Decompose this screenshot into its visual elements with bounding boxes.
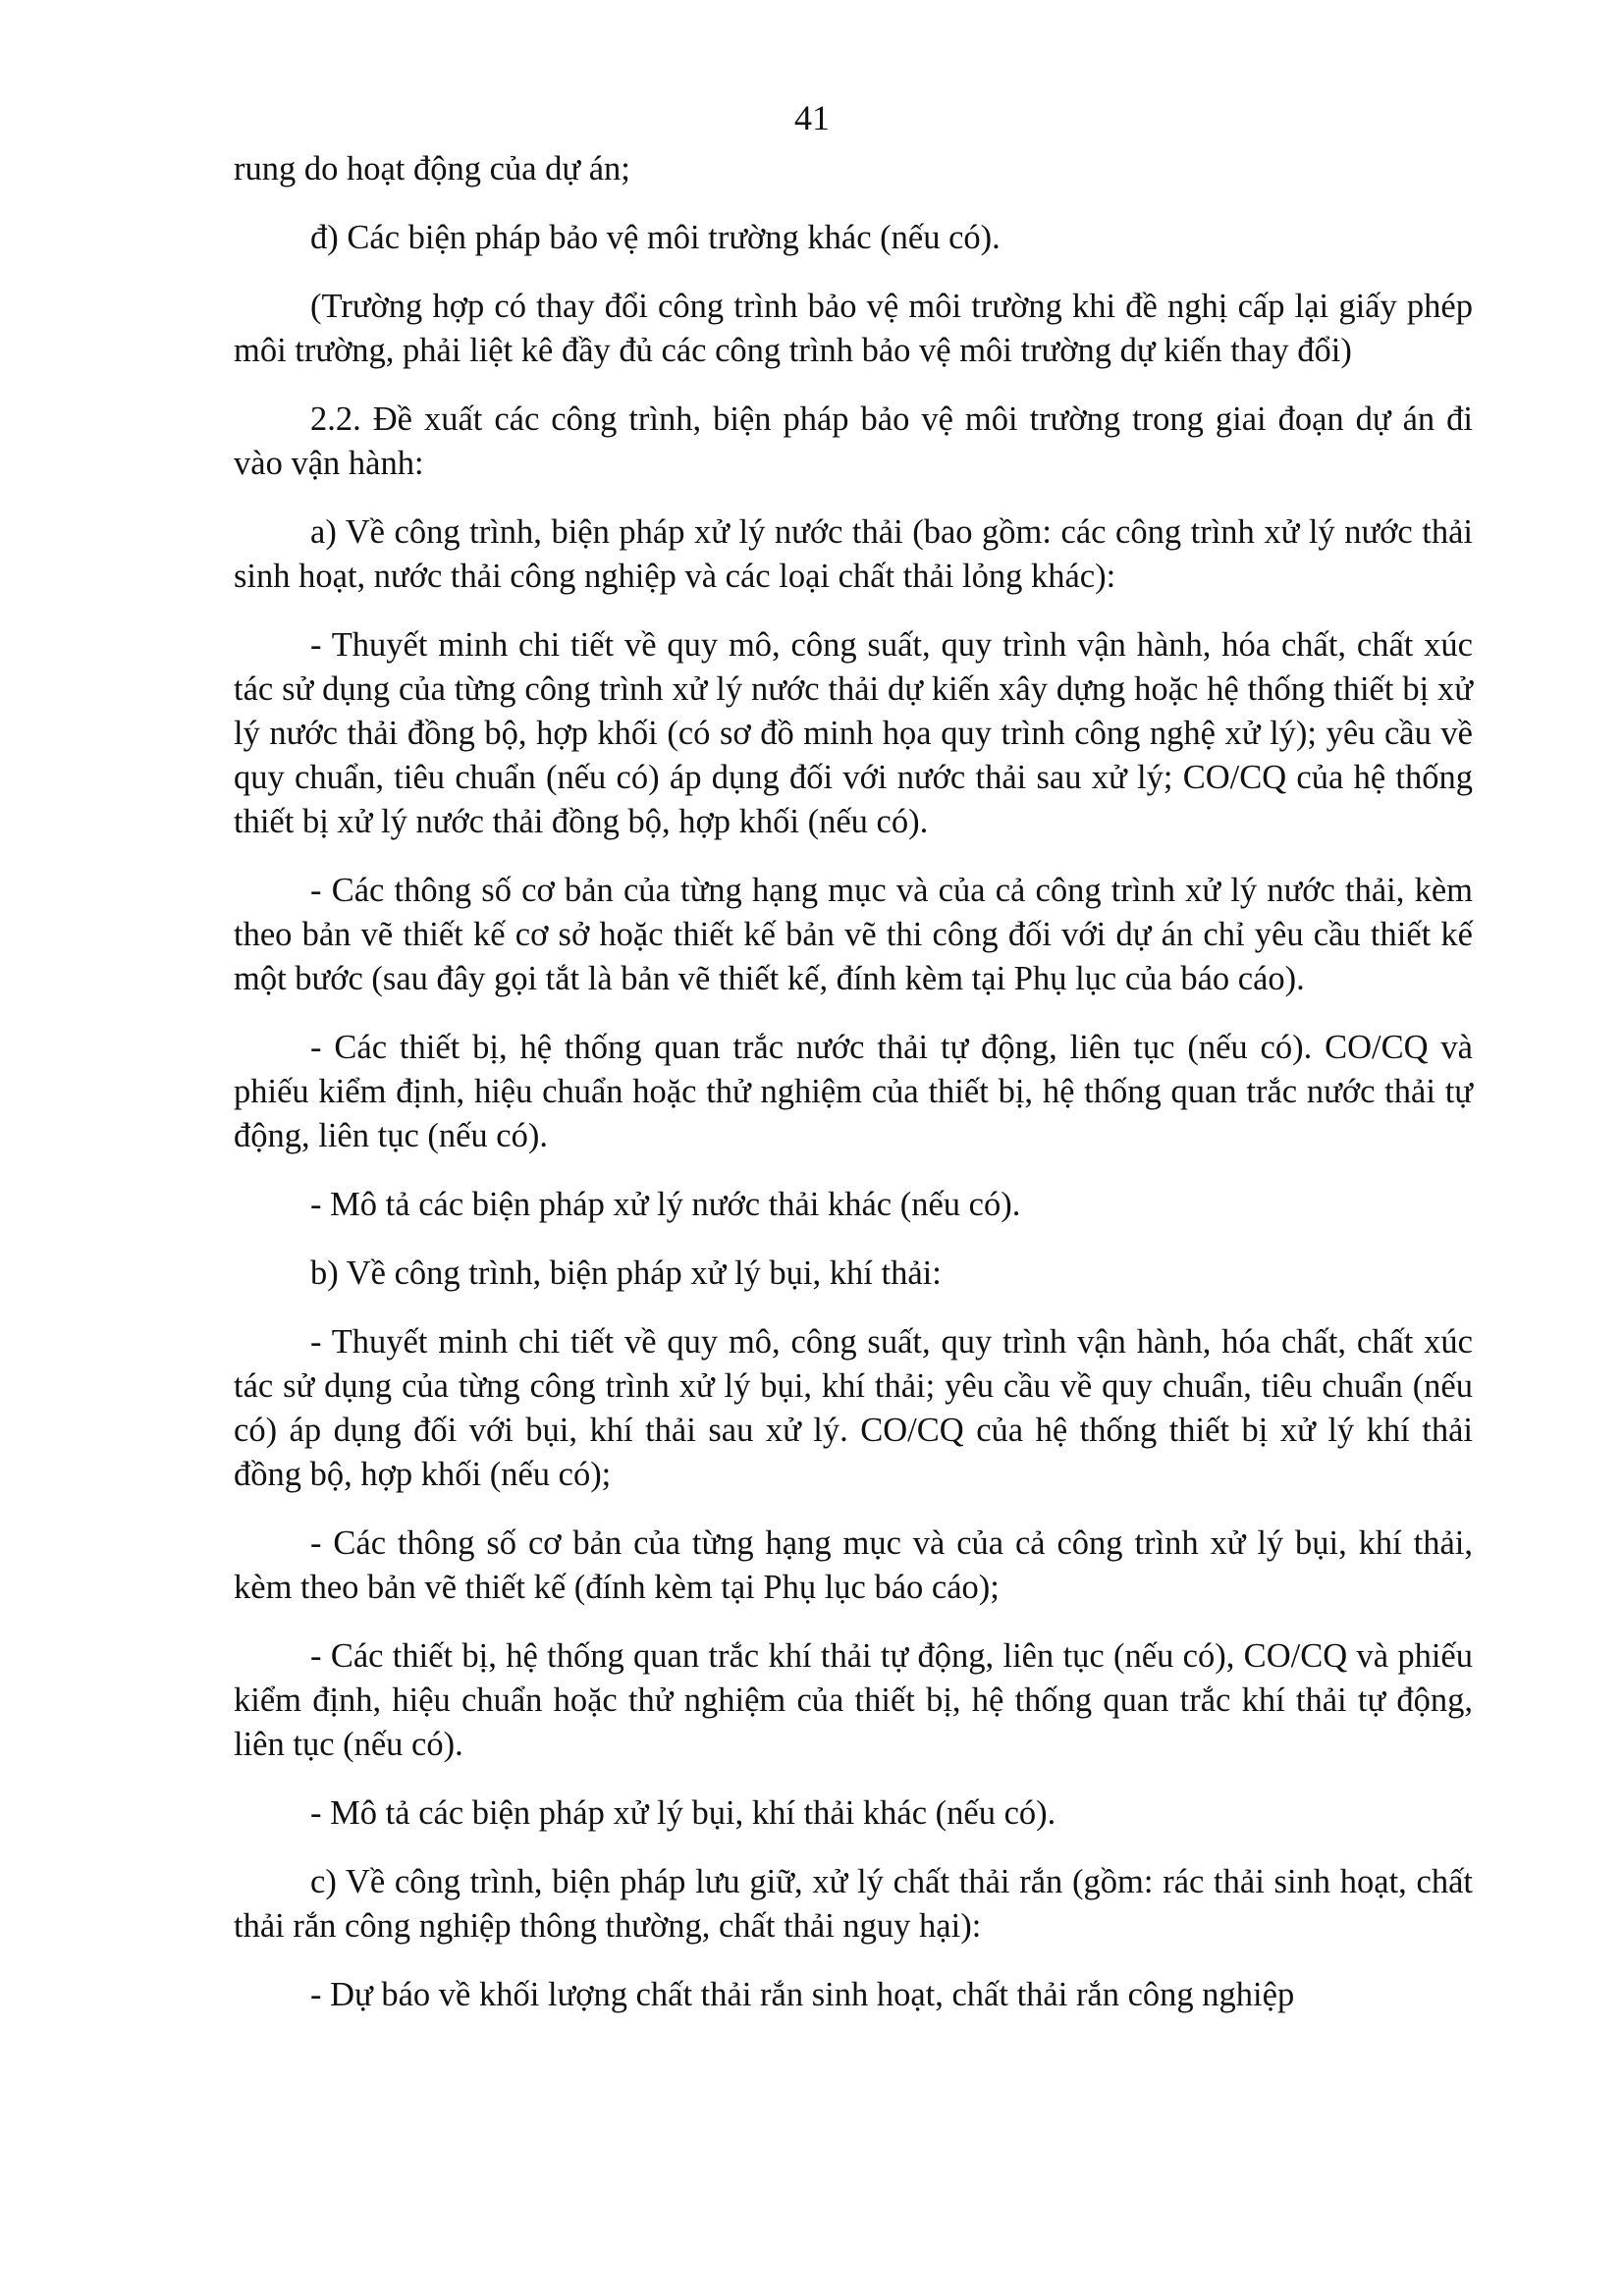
paragraph-item-d: đ) Các biện pháp bảo vệ môi trường khác (nếu có). [310,219,1001,256]
paragraph-item-c: c) Về công trình, biện pháp lưu giữ, xử lý chất thải rắn (gồm: rác thải sinh hoạt, chất thải rắn công nghiệp thông thường, chất thải nguy hại): [234,1863,1473,1945]
paragraph-item-a: a) Về công trình, biện pháp xử lý nước thải (bao gồm: các công trình xử lý nước thải sinh hoạt, nước thải công nghiệp và các loại chất thải lỏng khác): [234,513,1473,595]
bullet-paragraph: - Thuyết minh chi tiết về quy mô, công suất, quy trình vận hành, hóa chất, chất xúc tác sử dụng của từng công trình xử lý bụi, khí thải; yêu cầu về quy chuẩn, tiêu chuẩn (nếu có) áp dụng đối với bụi, khí thải sau xử lý. CO/CQ của hệ thống thiết bị xử lý khí thải đồng bộ, hợp khối (nếu có); [234,1323,1473,1493]
section-heading-2-2: 2.2. Đề xuất các công trình, biện pháp bảo vệ môi trường trong giai đoạn dự án đi vào vận hành: [234,400,1473,482]
bullet-paragraph: - Các thông số cơ bản của từng hạng mục và của cả công trình xử lý bụi, khí thải, kèm theo bản vẽ thiết kế (đính kèm tại Phụ lục báo cáo); [234,1524,1473,1606]
paragraph-continuation: rung do hoạt động của dự án; [234,150,630,187]
bullet-paragraph: - Dự báo về khối lượng chất thải rắn sinh hoạt, chất thải rắn công nghiệp [310,1976,1295,2013]
page-body [234,147,1473,2042]
bullet-paragraph: - Mô tả các biện pháp xử lý bụi, khí thải khác (nếu có). [310,1794,1056,1832]
paragraph-note: (Trường hợp có thay đổi công trình bảo vệ môi trường khi đề nghị cấp lại giấy phép môi trường, phải liệt kê đầy đủ các công trình bảo vệ môi trường dự kiến thay đổi) [234,288,1473,369]
paragraph-item-b: b) Về công trình, biện pháp xử lý bụi, khí thải: [310,1255,942,1292]
bullet-paragraph: - Thuyết minh chi tiết về quy mô, công suất, quy trình vận hành, hóa chất, chất xúc tác sử dụng của từng công trình xử lý nước thải dự kiến xây dựng hoặc hệ thống thiết bị xử lý nước thải đồng bộ, hợp khối (có sơ đồ minh họa quy trình công nghệ xử lý); yêu cầu về quy chuẩn, tiêu chuẩn (nếu có) áp dụng đối với nước thải sau xử lý; CO/CQ của hệ thống thiết bị xử lý nước thải đồng bộ, hợp khối (nếu có). [234,626,1473,840]
bullet-paragraph: - Các thông số cơ bản của từng hạng mục và của cả công trình xử lý nước thải, kèm theo bản vẽ thiết kế cơ sở hoặc thiết kế bản vẽ thi công đối với dự án chỉ yêu cầu thiết kế một bước (sau đây gọi tắt là bản vẽ thiết kế, đính kèm tại Phụ lục của báo cáo). [234,872,1473,997]
page-number: 41 [794,98,830,137]
bullet-paragraph: - Mô tả các biện pháp xử lý nước thải khác (nếu có). [310,1186,1021,1223]
bullet-paragraph: - Các thiết bị, hệ thống quan trắc nước thải tự động, liên tục (nếu có). CO/CQ và phiếu kiểm định, hiệu chuẩn hoặc thử nghiệm của thiết bị, hệ thống quan trắc nước thải tự động, liên tục (nếu có). [234,1029,1473,1154]
bullet-paragraph: - Các thiết bị, hệ thống quan trắc khí thải tự động, liên tục (nếu có), CO/CQ và phiếu kiểm định, hiệu chuẩn hoặc thử nghiệm của thiết bị, hệ thống quan trắc khí thải tự động, liên tục (nếu có). [234,1637,1473,1763]
